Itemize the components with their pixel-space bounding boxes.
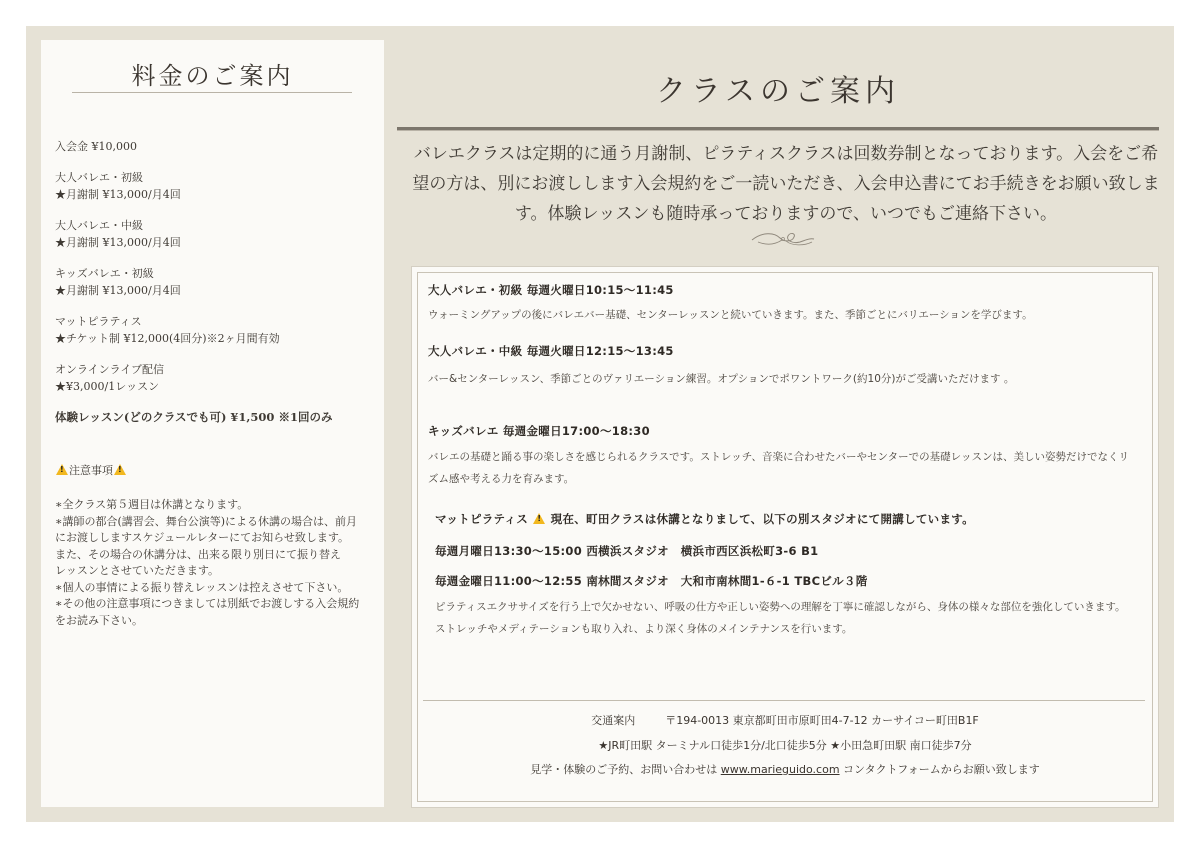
price-item-price: ★月謝制 ¥13,000/月4回 bbox=[55, 188, 181, 201]
class-heading: 大人バレエ・初級 毎週火曜日10:15〜11:45 bbox=[428, 283, 674, 297]
price-item bbox=[55, 217, 380, 251]
price-item-name: 大人バレエ・初級 bbox=[55, 171, 143, 184]
access-address-line bbox=[412, 712, 1158, 728]
access-address: 〒194-0013 東京都町田市原町田4-7-12 カーサイコー町田B1F bbox=[665, 714, 979, 727]
notice-item: ∗その他の注意事項につきましては別紙でお渡しする入会規約 をお読み下さい。 bbox=[55, 597, 360, 627]
trial-lesson-price: 体験レッスン(どのクラスでも可) ¥1,500 ※1回のみ bbox=[55, 410, 333, 424]
class-heading: キッズバレエ 毎週金曜日17:00〜18:30 bbox=[428, 424, 650, 438]
notice-item: ∗全クラス第５週目は休講となります。 bbox=[55, 498, 249, 511]
warning-icon bbox=[533, 513, 545, 524]
classes-title-rule bbox=[397, 127, 1159, 130]
notice-item: ∗個人の事情による振り替えレッスンは控えさせて下さい。 bbox=[55, 580, 349, 594]
access-stations: ★JR町田駅 ターミナル口徒歩1分/北口徒歩5分 ★小田急町田駅 南口徒歩7分 bbox=[598, 739, 972, 752]
price-item-name: 大人バレエ・中級 bbox=[55, 219, 143, 232]
notice-item: ∗講師の都合(講習会、舞台公演等)による休講の場合は、前月 にお渡ししますスケジュールレターにてお知らせ致します。 また、その場合の休講分は、出来る限り別日にて振り替え レッスンとさせていただきます。 bbox=[55, 514, 358, 577]
price-item-price: ★月謝制 ¥13,000/月4回 bbox=[55, 236, 181, 249]
price-item bbox=[55, 265, 380, 299]
price-item-name: 入会金 ¥10,000 bbox=[55, 140, 137, 153]
classes-intro: バレエクラスは定期的に通う月謝制、ピラティスクラスは回数券制となっております。入会をご希望の方は、別にお渡しします入会規約をご一読いただき、入会申込書にてお手続きをお願い致します。体験レッスンも随時承っておりますので、いつでもご連絡下さい。 bbox=[412, 144, 1160, 224]
price-title: 料金のご案内 bbox=[131, 62, 294, 90]
price-item bbox=[55, 313, 380, 347]
flourish-ornament-icon bbox=[748, 228, 818, 250]
contact-text: コンタクトフォームからお願い致します bbox=[839, 763, 1040, 776]
price-item-name: マットピラティス bbox=[55, 315, 142, 328]
warning-icon bbox=[56, 464, 68, 475]
class-description: ウォーミングアップの後にバレエバー基礎、センターレッスンと続いていきます。また、季節ごとにバリエーションを学びます。 bbox=[428, 309, 1033, 321]
price-item-name: オンラインライブ配信 bbox=[55, 363, 165, 376]
pilates-schedule: 毎週月曜日13:30〜15:00 西横浜スタジオ 横浜市西区浜松町3-6 B1 bbox=[435, 544, 819, 558]
pilates-title: マットピラティス bbox=[435, 512, 533, 526]
classes-title: クラスのご案内 bbox=[655, 74, 901, 109]
pilates-description: ピラティスエクササイズを行う上で欠かせない、呼吸の仕方や正しい姿勢への理解を丁寧に確認しながら、身体の様々な部位を強化していきます。ストレッチやメディテーションも取り入れ、より深く身体のメインテナンスを行います。 bbox=[435, 601, 1126, 635]
notice-title: 注意事項 bbox=[69, 464, 113, 477]
contact-line bbox=[412, 761, 1158, 777]
pilates-heading bbox=[435, 511, 974, 527]
price-item bbox=[55, 361, 380, 395]
notice-heading bbox=[55, 462, 127, 478]
price-title-rule bbox=[72, 92, 352, 93]
contact-text: 見学・体験のご予約、お問い合わせは bbox=[530, 763, 721, 776]
notice-list bbox=[55, 497, 373, 629]
class-heading: 大人バレエ・中級 毎週火曜日12:15〜13:45 bbox=[428, 344, 674, 358]
warning-icon bbox=[114, 464, 126, 475]
price-item-price: ★チケット制 ¥12,000(4回分)※2ヶ月間有効 bbox=[55, 332, 280, 345]
website-link[interactable]: www.marieguido.com bbox=[720, 763, 840, 776]
price-list bbox=[55, 138, 380, 426]
pilates-notice: 現在、町田クラスは休講となりまして、以下の別スタジオにて開講しています。 bbox=[550, 512, 974, 526]
class-description: バー&センターレッスン、季節ごとのヴァリエーション練習。オプションでポワントワーク(約10分)がご受講いただけます 。 bbox=[428, 373, 1015, 385]
price-item-price: ★¥3,000/1レッスン bbox=[55, 380, 160, 393]
access-divider bbox=[423, 700, 1145, 701]
price-item-price: ★月謝制 ¥13,000/月4回 bbox=[55, 284, 181, 297]
class-description: バレエの基礎と踊る事の楽しさを感じられるクラスです。ストレッチ、音楽に合わせたバーやセンターでの基礎レッスンは、美しい姿勢だけでなくリズム感や考える力を育みます。 bbox=[428, 451, 1129, 485]
price-item bbox=[55, 169, 380, 203]
pilates-schedule: 毎週金曜日11:00〜12:55 南林間スタジオ 大和市南林間1-６-1 TBCビル３階 bbox=[435, 574, 868, 588]
price-item bbox=[55, 138, 380, 155]
access-label: 交通案内 bbox=[591, 714, 636, 727]
price-item-name: キッズバレエ・初級 bbox=[55, 267, 154, 280]
